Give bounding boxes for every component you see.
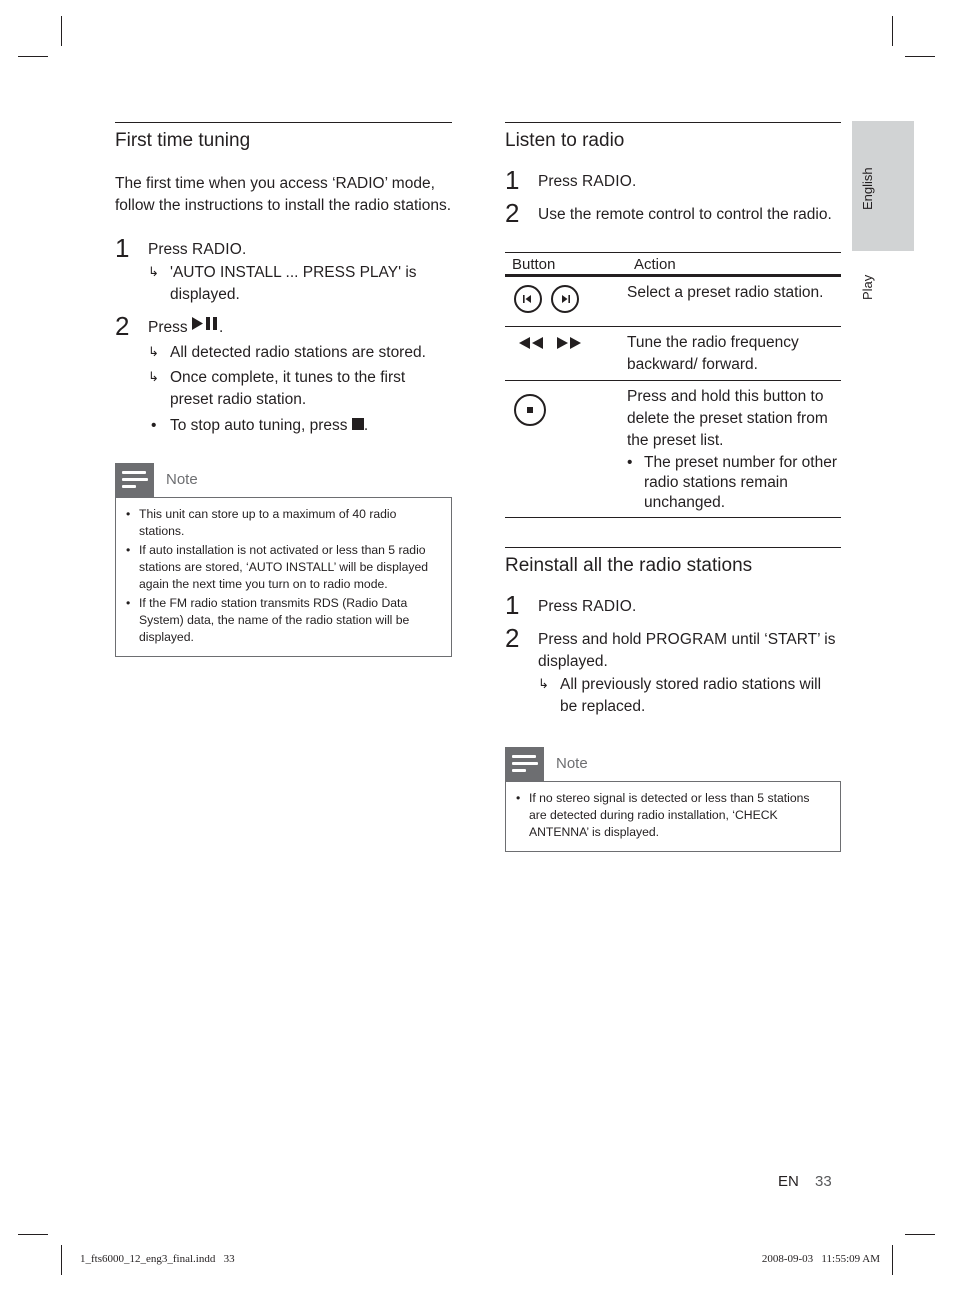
print-date: 2008-09-03 11:55:09 AM [761,1253,880,1265]
action-cell: Tune the radio frequency backward/ forward. [627,327,841,381]
section-title: Reinstall all the radio stations [505,555,753,576]
result-arrow-icon: ↳ [148,264,159,279]
result-arrow-icon: ↳ [148,369,159,384]
result-arrow-icon: ↳ [148,344,159,359]
sidebar-language: English [860,167,875,210]
bullet-item: • To stop auto tuning, press . [151,417,369,434]
step-result: ↳ All previously stored radio stations will be replaced. [538,674,841,718]
crop-mark [61,16,62,46]
crop-mark [18,1234,48,1235]
table-row [505,327,841,381]
section-title: First time tuning [115,130,251,151]
action-cell: Press and hold this button to delete the preset station from the preset list. • The preset number for other radio stations remain unchanged. [627,381,841,518]
result-arrow-icon: ↳ [538,676,549,691]
column-header: Button [505,253,627,276]
note-box [505,781,841,852]
crop-mark [892,16,893,46]
step-1: 1 Press RADIO. ↳ 'AUTO INSTALL ... PRESS PLAY' is displayed. [115,239,452,306]
step-number: 2 [115,311,130,341]
step-2: 2 Press and hold PROGRAM until ‘START’ is displayed. ↳ All previously stored radio stations will be replaced. [505,629,841,718]
button-action-table [505,252,841,518]
step-number: 1 [505,165,520,195]
note-label: Note [166,471,198,488]
page-number: 33 [815,1173,832,1190]
rewind-icon [517,334,549,351]
bullet-item: • The preset number for other radio stations remain unchanged. [627,454,837,511]
step-2: 2 Press . ↳ All detected radio stations are stored. ↳ Once complete, it tunes to the first preset radio station. • To stop auto tuning, press . [115,317,452,437]
note-block [115,463,452,657]
step-result: ↳ All detected radio stations are stored. [148,342,452,364]
first-time-tuning-section [115,122,452,657]
previous-icon [514,285,542,313]
language-code: EN [778,1173,799,1190]
page-number-block [778,1173,832,1190]
step-number: 2 [505,623,520,653]
file-name: 1_fts6000_12_eng3_final.indd 33 [80,1253,235,1265]
step-result: ↳ 'AUTO INSTALL ... PRESS PLAY' is displayed. [148,262,452,306]
table-row [505,381,841,518]
step-2: 2 Use the remote control to control the radio. [505,198,832,228]
stop-icon [514,394,546,426]
next-icon [551,285,579,313]
note-item: • This unit can store up to a maximum of 40 radio stations. [126,507,397,538]
note-item: • If no stereo signal is detected or less than 5 stations are detected during radio installation, ‘CHECK ANTENNA’ is displayed. [516,791,810,839]
crop-mark [905,56,935,57]
step-result: ↳ Once complete, it tunes to the first preset radio station. [148,367,452,411]
crop-mark [61,1245,62,1275]
step-1: 1 Press RADIO. [505,590,637,620]
step-1: 1 Press RADIO. [505,165,637,195]
listen-to-radio-section [505,122,841,852]
column-header: Action [627,253,841,276]
note-icon [505,747,544,781]
note-icon [115,463,154,497]
radio-key: RADIO [581,598,633,615]
crop-mark [905,1234,935,1235]
step-number: 1 [115,233,130,263]
program-key: PROGRAM [645,631,728,648]
note-box [115,497,452,657]
note-item: • If auto installation is not activated or less than 5 radio stations are stored, ‘AUTO INSTALL’ will be displayed again the next time you turn on to radio mode. [126,543,429,591]
radio-key: RADIO [581,173,633,190]
section-title: Listen to radio [505,130,625,151]
reinstall-section [505,547,841,852]
action-cell: Select a preset radio station. [627,276,841,327]
play-pause-icon [192,315,219,337]
step-number: 2 [505,198,520,228]
stop-square-icon [352,418,364,430]
table-row [505,276,841,327]
radio-key: RADIO [191,241,243,258]
crop-mark [892,1245,893,1275]
intro-text: The first time when you access ‘RADIO’ mode, follow the instructions to install the radio stations. [115,175,452,214]
step-number: 1 [505,590,520,620]
fast-forward-icon [555,334,583,351]
crop-mark [18,56,48,57]
note-block [505,747,841,852]
sidebar-section: Play [860,274,875,300]
note-label: Note [556,755,588,772]
note-item: • If the FM radio station transmits RDS (Radio Data System) data, the name of the radio station will be displayed. [126,596,410,644]
